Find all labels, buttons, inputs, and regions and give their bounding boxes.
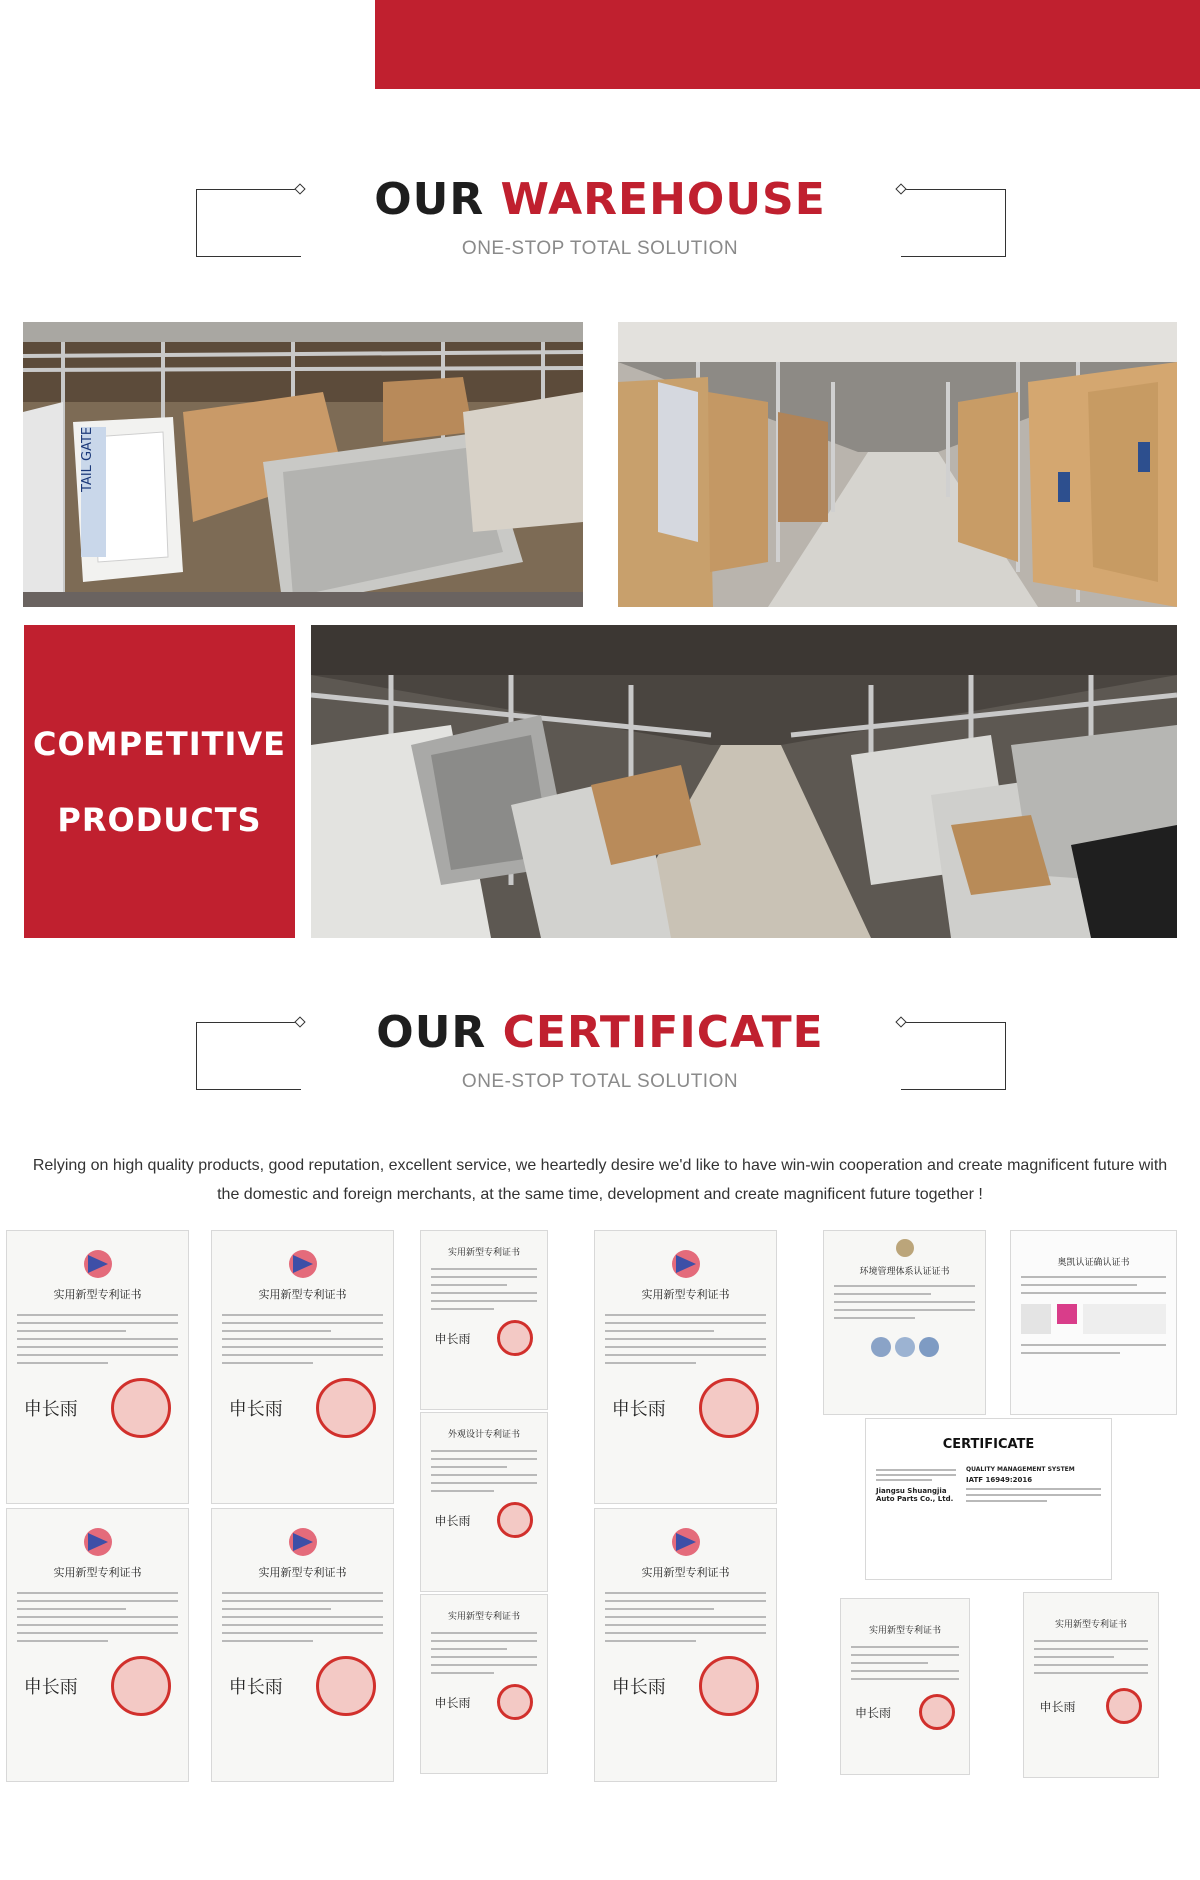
iso-standard: IATF 16949:2016 bbox=[966, 1476, 1033, 1484]
tailgate-box-label: TAIL GATE bbox=[80, 426, 95, 492]
title-red-word: CERTIFICATE bbox=[502, 1007, 824, 1058]
signature: 申长雨 bbox=[434, 1695, 471, 1710]
official-seal-icon bbox=[699, 1656, 759, 1716]
official-seal-icon bbox=[919, 1694, 955, 1730]
warehouse-photo-tailgates bbox=[23, 322, 583, 607]
award-laurel-icon bbox=[892, 1237, 918, 1259]
patent-title: 实用新型专利证书 bbox=[641, 1566, 730, 1579]
warehouse-photo-aisle bbox=[618, 322, 1177, 607]
signature: 申长雨 bbox=[434, 1331, 471, 1346]
iso-system: QUALITY MANAGEMENT SYSTEM bbox=[966, 1466, 1075, 1473]
top-banner bbox=[375, 0, 1200, 89]
official-seal-icon bbox=[316, 1378, 376, 1438]
title-red-word: WAREHOUSE bbox=[500, 174, 826, 225]
signature: 申长雨 bbox=[1039, 1699, 1076, 1714]
patent-certificate bbox=[211, 1508, 394, 1782]
patent-certificate bbox=[594, 1230, 777, 1504]
patent-certificate bbox=[6, 1230, 189, 1504]
patent-certificate bbox=[6, 1508, 189, 1782]
signature: 申长雨 bbox=[23, 1399, 78, 1420]
patent-logo-icon bbox=[283, 1525, 323, 1559]
iso-certificate bbox=[865, 1418, 1112, 1580]
patent-logo-icon bbox=[78, 1525, 118, 1559]
signature: 申长雨 bbox=[228, 1399, 283, 1420]
patent-title: 实用新型专利证书 bbox=[641, 1288, 730, 1301]
patent-logo-icon bbox=[666, 1525, 706, 1559]
patent-title: 实用新型专利证书 bbox=[53, 1288, 142, 1301]
signature: 申长雨 bbox=[228, 1677, 283, 1698]
warehouse-photo-wrapped-parts bbox=[311, 625, 1177, 938]
patent-title: 实用新型专利证书 bbox=[447, 1612, 520, 1622]
patent-title: 实用新型专利证书 bbox=[53, 1566, 142, 1579]
certificate-title bbox=[0, 1007, 1200, 1059]
patent-title: 实用新型专利证书 bbox=[258, 1566, 347, 1579]
patent-certificate bbox=[594, 1508, 777, 1782]
official-seal-icon bbox=[316, 1656, 376, 1716]
international-cert-title: 奥凯认证确认证书 bbox=[1057, 1258, 1130, 1268]
patent-certificate-small bbox=[420, 1594, 548, 1774]
signature: 申长雨 bbox=[854, 1705, 891, 1720]
competitive-line-2: PRODUCTS bbox=[57, 800, 262, 839]
title-dark-word: OUR bbox=[376, 1007, 487, 1058]
design-patent-certificate bbox=[420, 1412, 548, 1592]
official-seal-icon bbox=[111, 1378, 171, 1438]
patent-logo-icon bbox=[666, 1247, 706, 1281]
certificate-subtitle: ONE-STOP TOTAL SOLUTION bbox=[461, 1071, 739, 1092]
competitive-products-box bbox=[24, 625, 295, 938]
environmental-cert-title: 环境管理体系认证证书 bbox=[859, 1267, 950, 1277]
signature: 申长雨 bbox=[611, 1399, 666, 1420]
patent-certificate bbox=[211, 1230, 394, 1504]
international-certificate bbox=[1010, 1230, 1177, 1415]
certificate-intro bbox=[20, 1151, 1180, 1209]
signature: 申长雨 bbox=[434, 1513, 471, 1528]
official-seal-icon bbox=[111, 1656, 171, 1716]
warehouse-subtitle: ONE-STOP TOTAL SOLUTION bbox=[461, 238, 739, 259]
signature: 申长雨 bbox=[611, 1677, 666, 1698]
patent-logo-icon bbox=[283, 1247, 323, 1281]
intro-line-1: Relying on high quality products, good reputation, excellent service, we heartedly desire we'd like to have win-win cooperation and create magnificent future with bbox=[32, 1157, 1168, 1174]
patent-title: 实用新型专利证书 bbox=[868, 1626, 941, 1636]
patent-certificate-small bbox=[1023, 1592, 1159, 1778]
patent-title: 实用新型专利证书 bbox=[1054, 1620, 1127, 1630]
warehouse-title bbox=[0, 174, 1200, 226]
iso-company: Jiangsu Shuangjia Auto Parts Co., Ltd. bbox=[876, 1487, 954, 1503]
patent-title: 实用新型专利证书 bbox=[447, 1248, 520, 1258]
title-dark-word: OUR bbox=[374, 174, 485, 225]
environmental-certificate bbox=[823, 1230, 986, 1415]
official-seal-icon bbox=[497, 1502, 533, 1538]
official-seal-icon bbox=[699, 1378, 759, 1438]
signature: 申长雨 bbox=[23, 1677, 78, 1698]
official-seal-icon bbox=[497, 1320, 533, 1356]
patent-title: 实用新型专利证书 bbox=[258, 1288, 347, 1301]
patent-logo-icon bbox=[78, 1247, 118, 1281]
design-patent-title: 外观设计专利证书 bbox=[447, 1430, 520, 1440]
official-seal-icon bbox=[1106, 1688, 1142, 1724]
iso-cert-title: CERTIFICATE bbox=[942, 1437, 1035, 1452]
patent-certificate-small bbox=[840, 1598, 970, 1775]
patent-certificate-small bbox=[420, 1230, 548, 1410]
intro-line-2: the domestic and foreign merchants, at the same time, development and create magnificent future together ! bbox=[217, 1186, 983, 1203]
official-seal-icon bbox=[497, 1684, 533, 1720]
competitive-line-1: COMPETITIVE bbox=[33, 724, 286, 763]
